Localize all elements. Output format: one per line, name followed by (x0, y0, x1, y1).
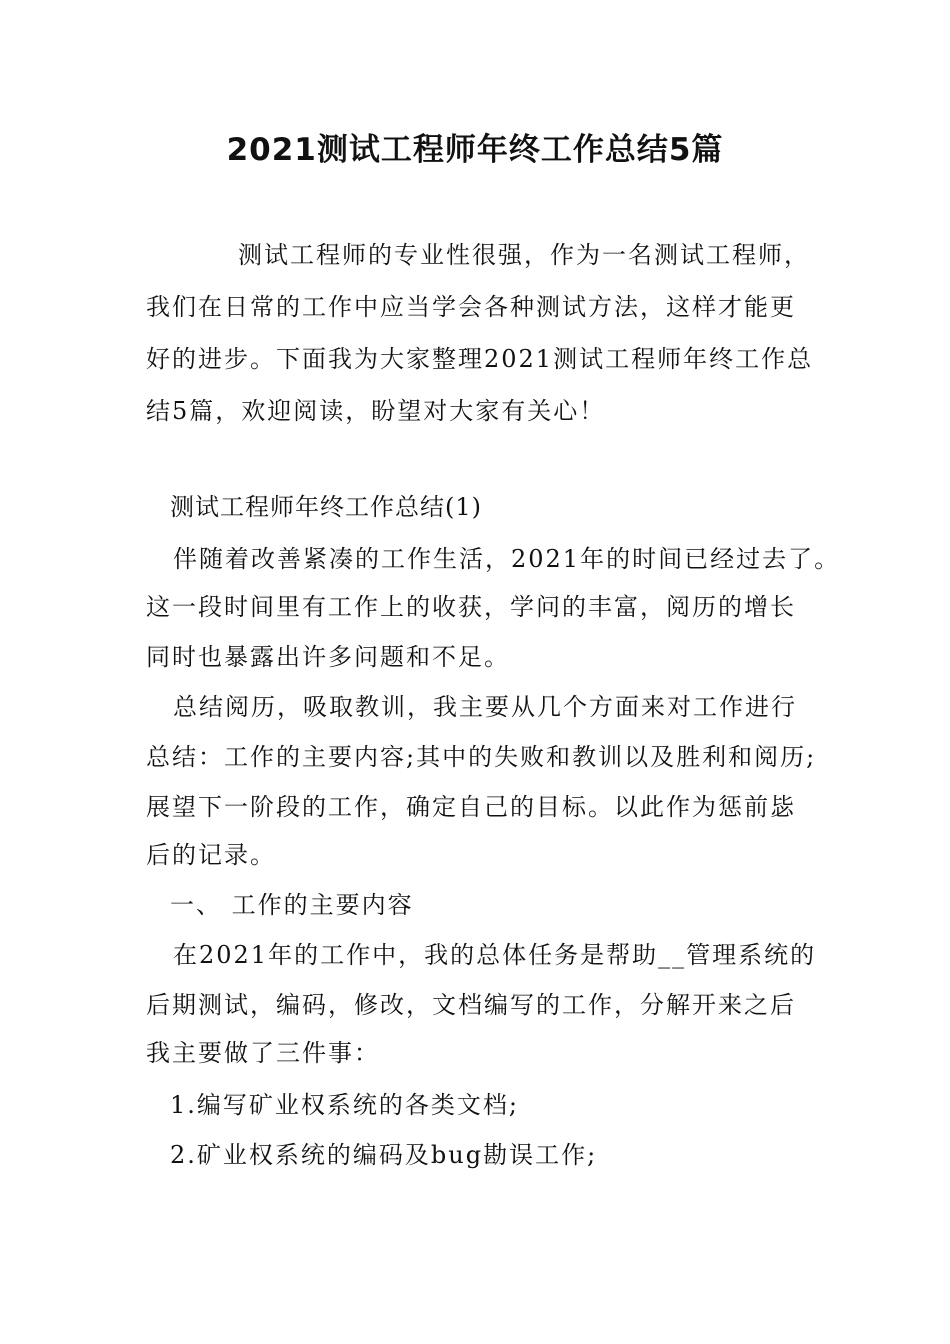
section-heading: 测试工程师年终工作总结(1) (170, 493, 482, 521)
subsection-heading: 一、 工作的主要内容 (170, 891, 414, 919)
list-item: 2.矿业权系统的编码及bug勘误工作; (170, 1141, 598, 1169)
paragraph-line: 伴随着改善紧凑的工作生活，2021年的时间已经过去了。 (173, 545, 841, 573)
paragraph-line: 后的记录。 (146, 841, 276, 869)
intro-line-3: 好的进步。下面我为大家整理2021测试工程师年终工作总 (146, 345, 814, 373)
document-title: 2021测试工程师年终工作总结5篇 (226, 132, 724, 168)
paragraph-line: 这一段时间里有工作上的收获，学问的丰富，阅历的增长 (146, 593, 796, 621)
list-item: 1.编写矿业权系统的各类文档; (170, 1091, 519, 1119)
intro-line-1: 测试工程师的专业性很强，作为一名测试工程师， (238, 241, 810, 269)
paragraph-line: 总结：工作的主要内容;其中的失败和教训以及胜利和阅历; (146, 743, 817, 771)
paragraph-line: 在2021年的工作中，我的总体任务是帮助__管理系统的 (173, 941, 817, 969)
paragraph-line: 展望下一阶段的工作，确定自己的目标。以此作为惩前毖 (146, 793, 796, 821)
paragraph-line: 同时也暴露出许多问题和不足。 (146, 643, 510, 671)
paragraph-line: 我主要做了三件事： (146, 1039, 380, 1067)
paragraph-line: 后期测试，编码，修改，文档编写的工作，分解开来之后 (146, 991, 796, 1019)
intro-line-2: 我们在日常的工作中应当学会各种测试方法，这样才能更 (146, 293, 796, 321)
paragraph-line: 总结阅历，吸取教训，我主要从几个方面来对工作进行 (173, 693, 797, 721)
intro-line-4: 结5篇，欢迎阅读，盼望对大家有关心！ (146, 397, 606, 425)
